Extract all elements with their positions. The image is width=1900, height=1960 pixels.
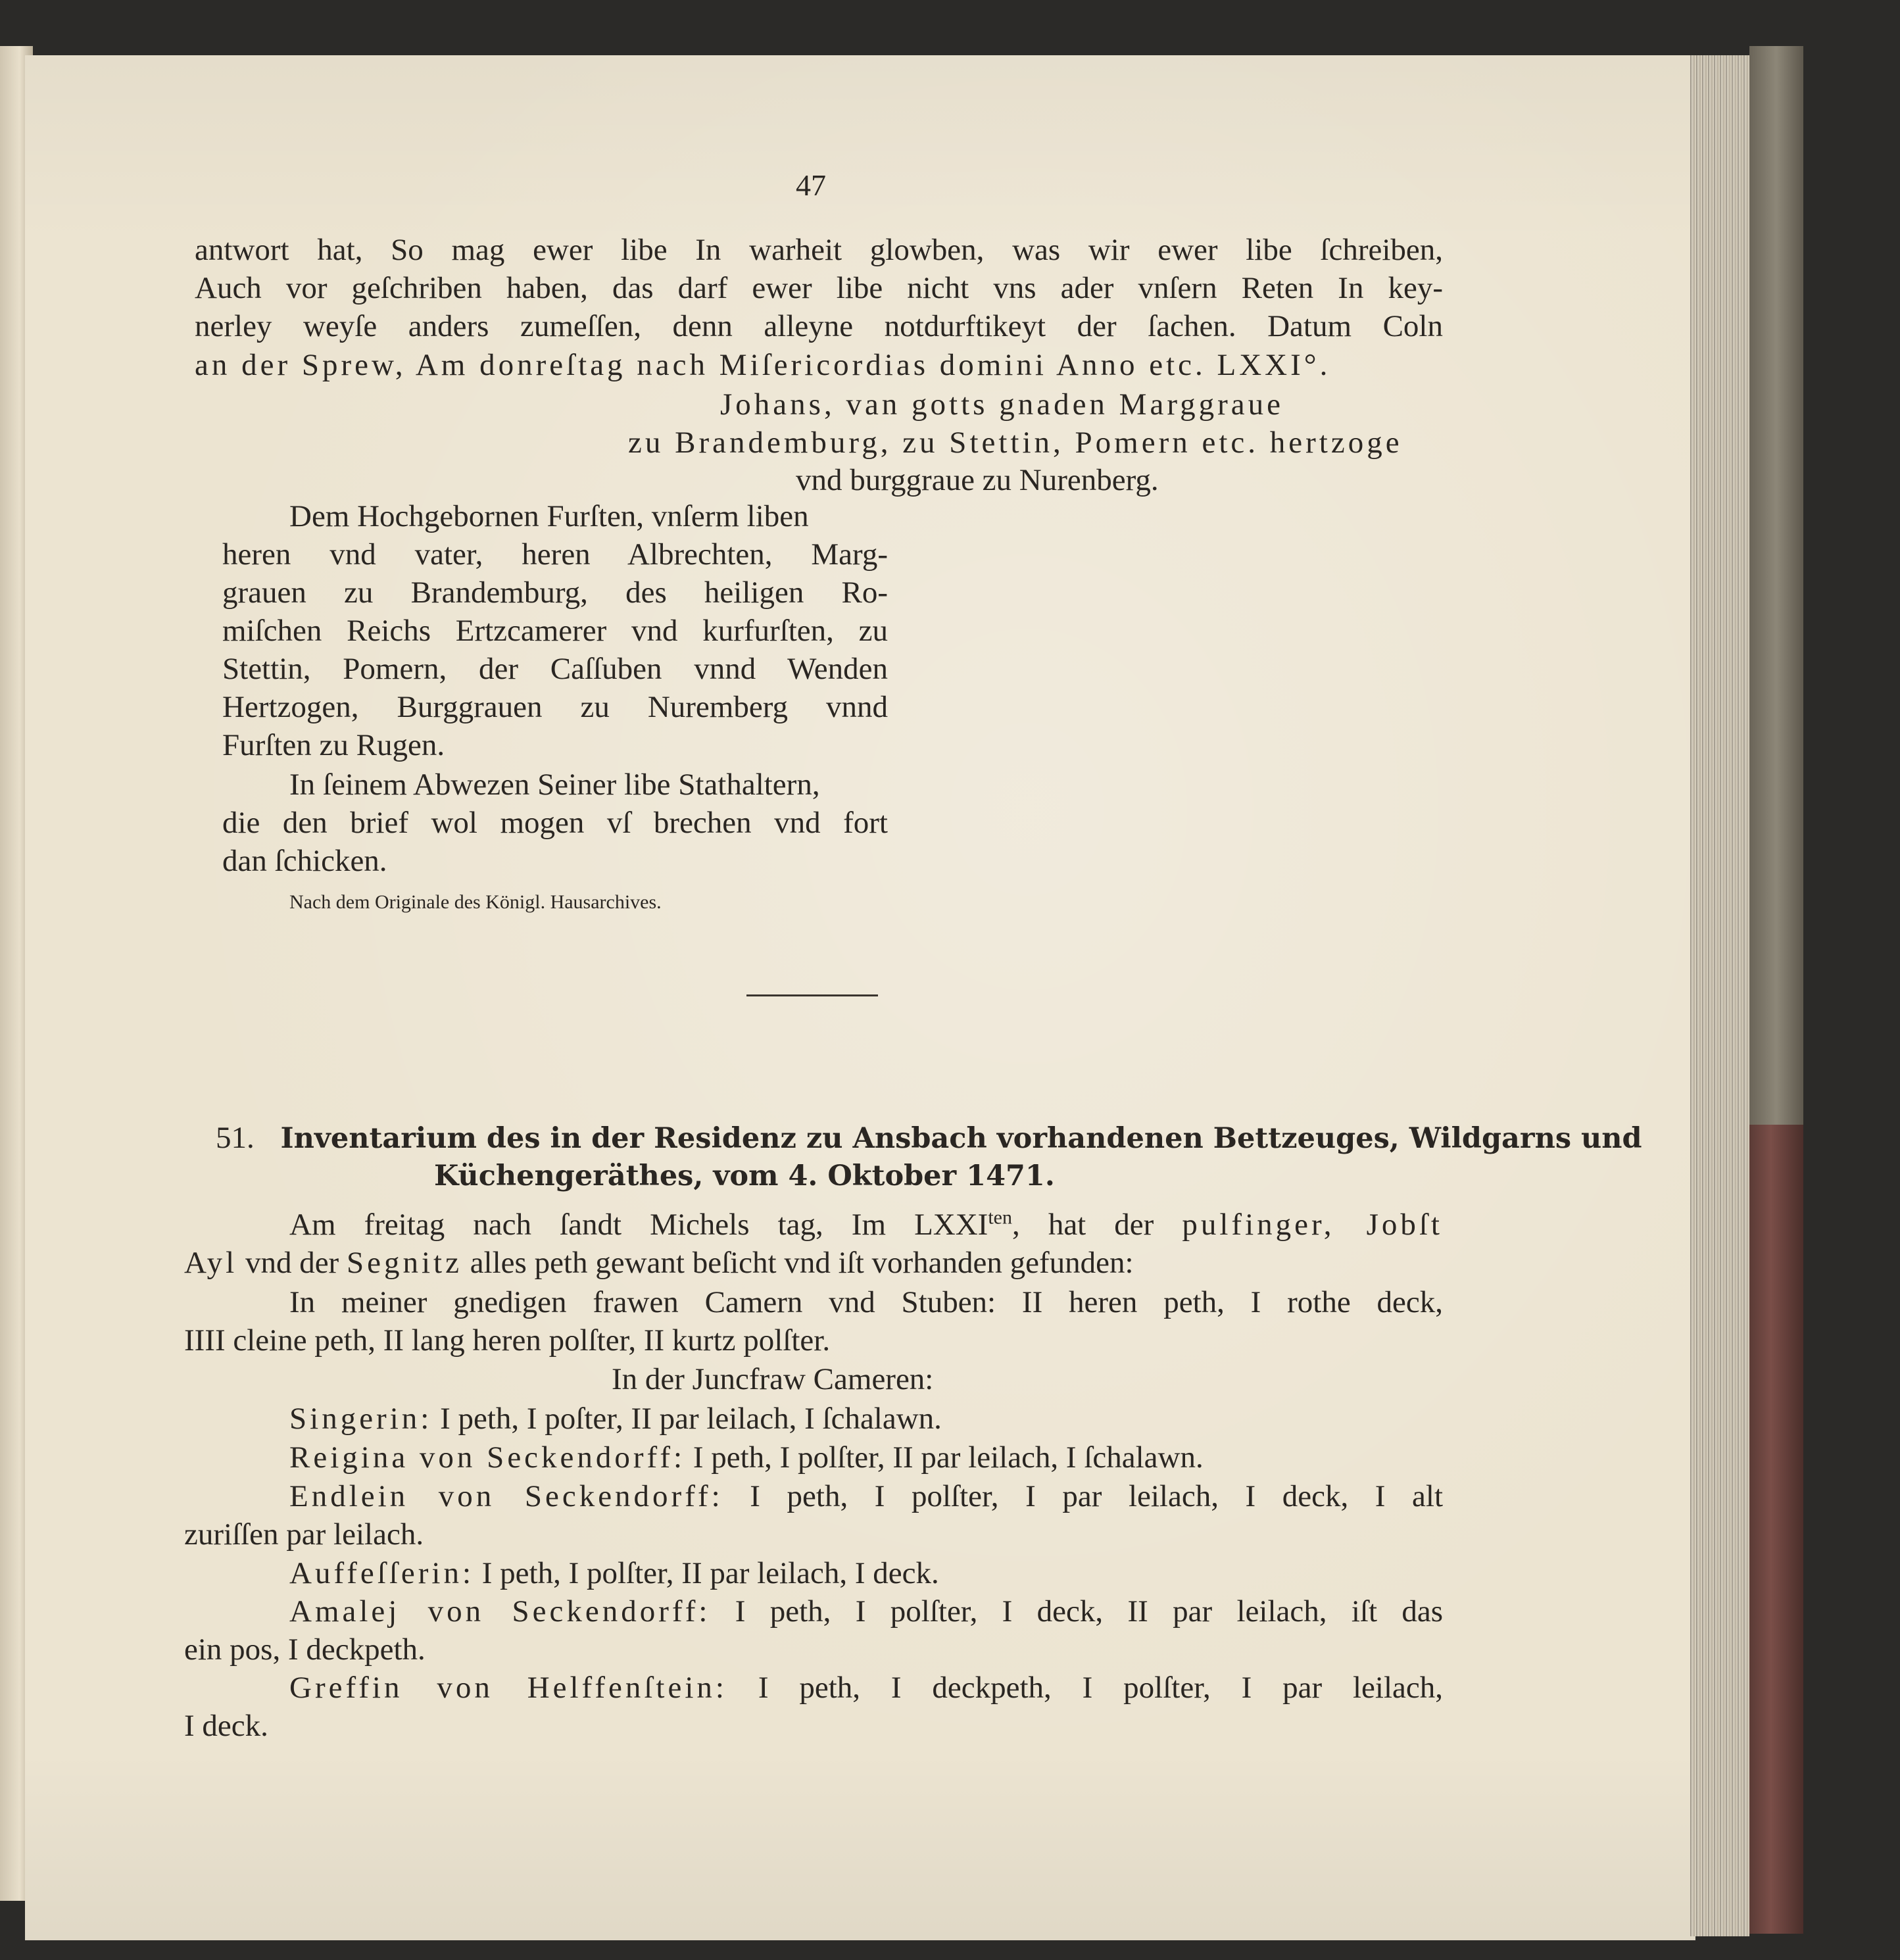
intro-text-c: vnd der <box>237 1246 347 1280</box>
cameren-heading: In der Juncfraw Cameren: <box>612 1362 934 1396</box>
letter-line-3: nerley weyſe anders zumeſſen, denn alleyne notdurftikeyt der ſachen. Datum Coln <box>195 309 1443 343</box>
entry-name: Auffeſſerin: <box>289 1556 475 1590</box>
intro-text-d: alles peth gewant beſicht vnd iſt vorhanden gefunden: <box>462 1246 1134 1280</box>
intro-name-ayl: Ayl <box>184 1246 238 1280</box>
entry-text: I peth, I deckpeth, I polſter, I par leilach, <box>727 1671 1443 1705</box>
page-stack-edge <box>1690 55 1749 1936</box>
address-line-3: grauen zu Brandemburg, des heiligen Ro- <box>222 576 888 610</box>
intro-text-b: , hat der <box>1012 1208 1182 1242</box>
entry-text: I peth, I polſter, II par leilach, I deck. <box>474 1556 939 1590</box>
entry-greffin <box>289 1668 1443 1707</box>
signature-line-1: Johans, van gotts gnaden Marggraue <box>720 387 1284 422</box>
absence-line-2: die den brief wol mogen vſ brechen vnd fort <box>222 806 888 840</box>
intro-text-a: Am freitag nach ſandt Michels tag, Im LXXI <box>289 1208 988 1242</box>
entry-amalej-cont: ein pos, I deckpeth. <box>184 1632 426 1667</box>
signature-line-2: zu Brandemburg, zu Stettin, Pomern etc. hertzoge <box>628 426 1403 460</box>
book-cover <box>1749 46 1803 1934</box>
entry-text: I peth, I polſter, II par leilach, I ſchalawn. <box>685 1440 1204 1475</box>
entry-name: Endlein von Seckendorff: <box>289 1479 723 1513</box>
entry-greffin-cont: I deck. <box>184 1709 268 1743</box>
entry-endlein-cont: zuriſſen par leilach. <box>184 1517 424 1552</box>
entry-name: Greffin von Helffenſtein: <box>289 1671 727 1705</box>
entry-auffesserin <box>289 1554 939 1593</box>
page-number: 47 <box>796 168 826 202</box>
stuben-line-2: IIII cleine peth, II lang heren polſter, II kurtz polſter. <box>184 1323 831 1358</box>
address-line-7: Furſten zu Rugen. <box>222 728 445 762</box>
intro-line-1 <box>289 1205 1443 1244</box>
entry-name: Reigina von Seckendorff: <box>289 1440 686 1475</box>
intro-name-segnitz: Segnitz <box>346 1246 462 1280</box>
absence-line-1: In ſeinem Abwezen Seiner libe Stathaltern, <box>289 768 820 802</box>
letter-line-4: an der Sprew, Am donreſtag nach Miſericordias domini Anno etc. LXXI°. <box>195 348 1331 382</box>
address-line-5: Stettin, Pomern, der Caſſuben vnnd Wenden <box>222 652 888 686</box>
address-line-2: heren vnd vater, heren Albrechten, Marg- <box>222 537 888 572</box>
entry-amalej <box>289 1592 1443 1631</box>
intro-line-2 <box>184 1243 1134 1283</box>
address-line-6: Hertzogen, Burggrauen zu Nuremberg vnnd <box>222 690 888 724</box>
entry-name: Amalej von Seckendorff: <box>289 1594 711 1629</box>
signature-line-3: vnd burggraue zu Nurenberg. <box>796 463 1159 497</box>
stuben-line-1: In meiner gnedigen frawen Camern vnd Stuben: II heren peth, I rothe deck, <box>289 1285 1443 1319</box>
intro-superscript: ten <box>988 1206 1012 1229</box>
entry-text: I peth, I poſter, II par leilach, I ſchalawn. <box>432 1402 942 1436</box>
entry-reigina <box>289 1438 1204 1477</box>
entry-name: Singerin: <box>289 1402 433 1436</box>
section-divider <box>746 994 878 996</box>
address-line-1: Dem Hochgebornen Furſten, vnſerm liben <box>289 499 809 533</box>
document-heading-line-1: Inventarium des in der Residenz zu Ansbach vorhandenen Bettzeuges, Wildgarns und <box>280 1122 1642 1155</box>
document-heading <box>216 1118 1642 1158</box>
address-line-4: miſchen Reichs Ertzcamerer vnd kurfurſten, zu <box>222 614 888 648</box>
entry-singerin <box>289 1399 942 1438</box>
entry-endlein <box>289 1477 1443 1516</box>
entry-text: I peth, I polſter, I deck, II par leilach, iſt das <box>710 1594 1443 1629</box>
source-note: Nach dem Originale des Königl. Hausarchives. <box>289 891 662 913</box>
entry-text: I peth, I polſter, I par leilach, I deck, I alt <box>723 1479 1444 1513</box>
intro-names-1: pulfinger, Jobſt <box>1182 1208 1443 1242</box>
letter-line-2: Auch vor geſchriben haben, das darf ewer libe nicht vns ader vnſern Reten In key- <box>195 271 1443 305</box>
document-number: 51. <box>216 1121 255 1155</box>
absence-line-3: dan ſchicken. <box>222 844 387 878</box>
letter-line-1: antwort hat, So mag ewer libe In warheit glowben, was wir ewer libe ſchreiben, <box>195 233 1443 267</box>
document-heading-line-2: Küchengeräthes, vom 4. Oktober 1471. <box>434 1160 1055 1192</box>
